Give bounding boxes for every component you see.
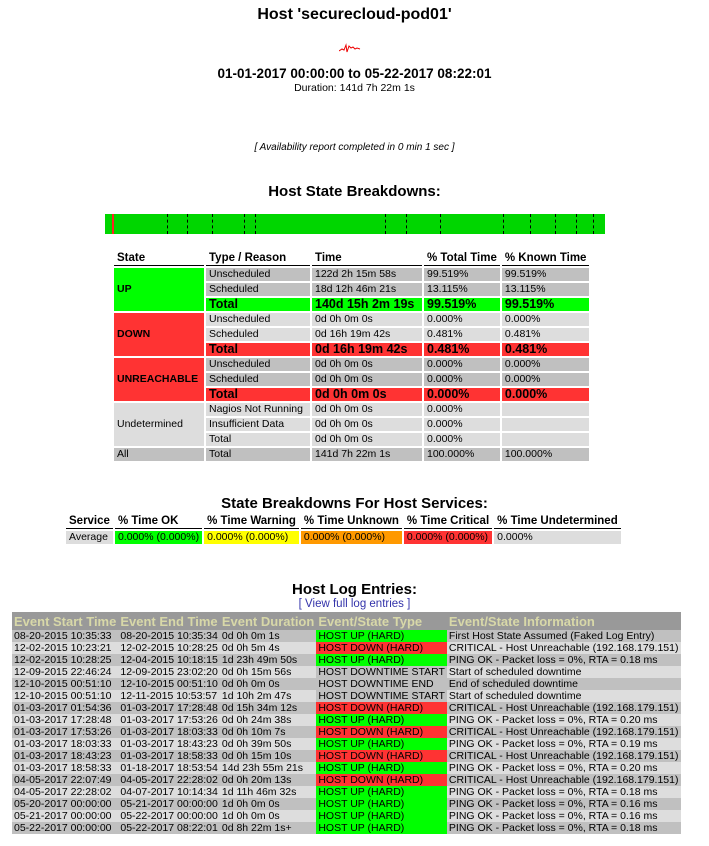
event-start-cell: 12-02-2015 10:28:25	[12, 654, 118, 666]
log-row	[12, 774, 681, 786]
event-duration-cell: 0d 15h 34m 12s	[220, 702, 316, 714]
type-cell: Total	[206, 433, 310, 446]
event-duration-cell: 14d 23h 55m 21s	[220, 762, 316, 774]
event-end-cell: 12-09-2015 23:02:20	[120, 666, 218, 678]
event-duration-cell: 1d 23h 49m 50s	[220, 654, 316, 666]
log-row	[12, 798, 681, 810]
report-date-range: 01-01-2017 00:00:00 to 05-22-2017 08:22:01	[217, 66, 492, 81]
table-row-average	[66, 531, 621, 544]
event-end-cell: 04-07-2017 10:14:34	[120, 786, 218, 798]
log-row	[12, 654, 681, 666]
timeline-tick	[212, 214, 213, 234]
event-start-cell: 01-03-2017 18:03:33	[12, 738, 118, 750]
event-start-cell: 12-10-2015 00:51:10	[12, 690, 118, 702]
known-pct-cell: 0.000%	[502, 358, 590, 371]
timeline-tick	[385, 214, 386, 234]
known-pct-cell: 0.481%	[502, 328, 590, 341]
timeline-tick	[244, 214, 245, 234]
known-pct-cell: 100.000%	[502, 448, 590, 461]
event-info-cell: First Host State Assumed (Faked Log Entry)	[447, 630, 681, 642]
col-header-service: Service	[66, 515, 113, 529]
event-end-cell: 01-03-2017 18:03:33	[120, 726, 218, 738]
timeline-tick	[187, 214, 188, 234]
event-info-cell: CRITICAL - Host Unreachable (192.168.179.151)	[447, 750, 681, 762]
event-duration-cell: 1d 10h 2m 47s	[220, 690, 316, 702]
table-row	[114, 313, 589, 326]
event-type-cell: HOST UP (HARD)	[316, 762, 447, 774]
type-cell: Unscheduled	[206, 358, 310, 371]
service-average-label: Average	[66, 531, 113, 544]
event-type-cell: HOST DOWN (HARD)	[316, 750, 447, 762]
event-type-cell: HOST UP (HARD)	[316, 738, 447, 750]
host-state-breakdown-table	[112, 250, 591, 463]
event-end-cell: 05-21-2017 00:00:00	[120, 798, 218, 810]
known-pct-cell: 99.519%	[502, 268, 590, 281]
event-type-cell: HOST DOWN (HARD)	[316, 726, 447, 738]
event-type-cell: HOST DOWNTIME START	[318, 666, 445, 678]
time-cell: 122d 2h 15m 58s	[312, 268, 422, 281]
known-pct-cell: 99.519%	[502, 298, 590, 311]
log-row	[12, 690, 681, 702]
known-pct-cell: 13.115%	[502, 283, 590, 296]
time-cell: 0d 16h 19m 42s	[312, 343, 422, 356]
type-cell: Total	[206, 343, 310, 356]
event-end-cell: 12-11-2015 10:53:57	[118, 690, 220, 702]
known-pct-cell	[502, 418, 590, 431]
time-cell: 18d 12h 46m 21s	[312, 283, 422, 296]
event-start-cell: 05-22-2017 00:00:00	[12, 822, 118, 834]
col-header-event-info: Event/State Information	[447, 612, 681, 630]
event-duration-cell: 0d 0h 0m 0s	[220, 678, 316, 690]
event-end-cell: 01-03-2017 18:43:23	[120, 738, 218, 750]
view-full-log-container	[0, 598, 709, 610]
time-cell: 0d 16h 19m 42s	[312, 328, 422, 341]
event-end-cell: 01-03-2017 17:53:26	[120, 714, 218, 726]
type-cell: Total	[206, 448, 310, 461]
timeline-tick	[593, 214, 594, 234]
event-type-cell: HOST UP (HARD)	[316, 630, 447, 642]
event-type-cell: HOST UP (HARD)	[316, 786, 447, 798]
event-type-cell: HOST DOWN (HARD)	[316, 702, 447, 714]
total-pct-cell: 0.000%	[424, 388, 500, 401]
event-duration-cell: 1d 0h 0m 0s	[220, 798, 316, 810]
event-info-cell: CRITICAL - Host Unreachable (192.168.179.151)	[447, 702, 681, 714]
total-pct-cell: 0.000%	[424, 418, 500, 431]
event-duration-cell: 1d 11h 46m 32s	[220, 786, 316, 798]
event-info-cell: CRITICAL - Host Unreachable (192.168.179.151)	[447, 642, 681, 654]
event-duration-cell: 0d 0h 39m 50s	[220, 738, 316, 750]
event-type-cell: HOST DOWNTIME START	[318, 690, 445, 702]
col-header-time: Time	[312, 252, 422, 266]
log-row	[12, 786, 681, 798]
type-cell: Insufficient Data	[206, 418, 310, 431]
col-header-event-end: Event End Time	[118, 612, 220, 630]
event-end-cell: 05-22-2017 08:22:01	[120, 822, 218, 834]
table-header-row	[114, 252, 589, 266]
known-pct-cell: 0.000%	[502, 388, 590, 401]
event-end-cell: 12-04-2015 10:18:15	[120, 654, 218, 666]
total-pct-cell: 99.519%	[424, 298, 500, 311]
event-type-cell: HOST UP (HARD)	[316, 654, 447, 666]
time-cell: 0d 0h 0m 0s	[312, 373, 422, 386]
time-cell: 0d 0h 0m 0s	[312, 403, 422, 416]
report-completion-note: [ Availability report completed in 0 min 1 sec ]	[254, 142, 455, 153]
event-end-cell: 01-03-2017 18:58:33	[120, 750, 218, 762]
event-info-cell: PING OK - Packet loss = 0%, RTA = 0.19 ms	[447, 738, 681, 750]
known-pct-cell: 0.000%	[502, 373, 590, 386]
table-row	[114, 403, 589, 416]
time-critical-cell: 0.000% (0.000%)	[404, 531, 492, 544]
table-row	[114, 268, 589, 281]
col-header-time-ok: % Time OK	[115, 515, 202, 529]
log-row	[12, 630, 681, 642]
event-info-cell: PING OK - Packet loss = 0%, RTA = 0.20 ms	[447, 714, 681, 726]
timeline-tick	[503, 214, 504, 234]
col-header-state: State	[114, 252, 204, 266]
event-duration-cell: 0d 0h 10m 7s	[220, 726, 316, 738]
col-header-time-undetermined: % Time Undetermined	[494, 515, 621, 529]
service-breakdowns-title: State Breakdowns For Host Services:	[221, 495, 488, 512]
event-type-cell: HOST UP (HARD)	[316, 822, 447, 834]
event-type-cell: HOST DOWN (HARD)	[316, 774, 447, 786]
type-cell: Total	[206, 388, 310, 401]
log-row	[12, 738, 681, 750]
host-state-breakdowns-title: Host State Breakdowns:	[268, 183, 441, 200]
col-header-total-time: % Total Time	[424, 252, 500, 266]
type-cell: Scheduled	[206, 373, 310, 386]
type-cell: Scheduled	[206, 328, 310, 341]
timeline-tick	[440, 214, 441, 234]
view-full-log-link[interactable]: [ View full log entries ]	[298, 598, 411, 610]
type-cell: Unscheduled	[206, 268, 310, 281]
log-row	[12, 666, 681, 678]
event-start-cell: 01-03-2017 18:43:23	[12, 750, 118, 762]
event-duration-cell: 0d 0h 15m 10s	[220, 750, 316, 762]
type-cell: Unscheduled	[206, 313, 310, 326]
time-unknown-cell: 0.000% (0.000%)	[301, 531, 402, 544]
event-info-cell: Start of scheduled downtime	[447, 666, 681, 678]
event-start-cell: 12-02-2015 10:23:21	[12, 642, 118, 654]
col-header-time-critical: % Time Critical	[404, 515, 492, 529]
log-row	[12, 702, 681, 714]
availability-timeline-bar[interactable]	[105, 214, 605, 234]
event-start-cell: 08-20-2015 10:35:33	[12, 630, 118, 642]
event-type-cell: HOST DOWN (HARD)	[316, 642, 447, 654]
event-end-cell: 05-22-2017 00:00:00	[120, 810, 218, 822]
event-end-cell: 12-02-2015 10:28:25	[120, 642, 218, 654]
event-info-cell: PING OK - Packet loss = 0%, RTA = 0.16 ms	[447, 798, 681, 810]
total-pct-cell: 0.000%	[424, 358, 500, 371]
total-pct-cell: 13.115%	[424, 283, 500, 296]
table-header-row	[12, 612, 681, 630]
event-start-cell: 01-03-2017 18:58:33	[12, 762, 118, 774]
event-duration-cell: 0d 0h 0m 1s	[220, 630, 316, 642]
event-start-cell: 04-05-2017 22:28:02	[12, 786, 118, 798]
event-start-cell: 05-20-2017 00:00:00	[12, 798, 118, 810]
col-header-event-duration: Event Duration	[221, 613, 315, 629]
timeline-tick	[255, 214, 256, 234]
event-end-cell: 04-05-2017 22:28:02	[120, 774, 218, 786]
time-ok-cell: 0.000% (0.000%)	[115, 531, 202, 544]
total-pct-cell: 99.519%	[424, 268, 500, 281]
total-pct-cell: 100.000%	[424, 448, 500, 461]
event-type-cell: HOST UP (HARD)	[316, 810, 447, 822]
known-pct-cell: 0.481%	[502, 343, 590, 356]
event-start-cell: 05-21-2017 00:00:00	[12, 810, 118, 822]
event-info-cell: PING OK - Packet loss = 0%, RTA = 0.18 ms	[447, 822, 681, 834]
total-pct-cell: 0.000%	[424, 403, 500, 416]
total-pct-cell: 0.000%	[424, 433, 500, 446]
time-undetermined-cell: 0.000%	[494, 531, 621, 544]
total-pct-cell: 0.481%	[424, 328, 500, 341]
col-header-known-time: % Known Time	[502, 252, 590, 266]
type-cell: Scheduled	[206, 283, 310, 296]
total-pct-cell: 0.481%	[424, 343, 500, 356]
event-type-cell: HOST UP (HARD)	[316, 714, 447, 726]
col-header-time-unknown: % Time Unknown	[301, 515, 402, 529]
log-row	[12, 714, 681, 726]
type-cell: Nagios Not Running	[206, 403, 310, 416]
time-cell: 0d 0h 0m 0s	[312, 313, 422, 326]
col-header-event-type: Event/State Type	[316, 612, 447, 630]
event-duration-cell: 0d 0h 24m 38s	[220, 714, 316, 726]
state-label-all: All	[114, 448, 204, 461]
event-info-cell: Start of scheduled downtime	[447, 690, 681, 702]
known-pct-cell: 0.000%	[502, 313, 590, 326]
event-info-cell: PING OK - Packet loss = 0%, RTA = 0.16 ms	[447, 810, 681, 822]
log-row	[12, 810, 681, 822]
event-info-cell: PING OK - Packet loss = 0%, RTA = 0.20 ms	[447, 762, 681, 774]
page-title: Host 'securecloud-pod01'	[257, 6, 452, 23]
event-end-cell: 01-03-2017 17:28:48	[120, 702, 218, 714]
state-label-down: DOWN	[114, 313, 204, 356]
event-start-cell: 01-03-2017 17:28:48	[12, 714, 118, 726]
state-label-unreachable: UNREACHABLE	[114, 358, 204, 401]
event-info-cell: PING OK - Packet loss = 0%, RTA = 0.18 ms	[447, 654, 681, 666]
table-row	[114, 358, 589, 371]
log-row	[12, 762, 681, 774]
known-pct-cell	[502, 403, 590, 416]
event-info-cell: PING OK - Packet loss = 0%, RTA = 0.18 ms	[447, 786, 681, 798]
event-type-cell: HOST DOWNTIME END	[316, 678, 447, 690]
event-duration-cell: 0d 8h 22m 1s+	[220, 822, 316, 834]
event-duration-cell: 0d 0h 20m 13s	[220, 774, 316, 786]
log-row	[12, 750, 681, 762]
host-log-table	[12, 612, 681, 834]
log-row	[12, 642, 681, 654]
event-start-cell: 12-10-2015 00:51:10	[12, 678, 118, 690]
timeline-tick	[530, 214, 531, 234]
event-duration-cell: 0d 0h 15m 56s	[220, 666, 316, 678]
time-cell: 0d 0h 0m 0s	[312, 418, 422, 431]
timeline-tick	[167, 214, 168, 234]
event-duration-cell: 1d 0h 0m 0s	[220, 810, 316, 822]
event-end-cell: 01-18-2017 18:53:54	[120, 762, 218, 774]
timeline-tick	[576, 214, 577, 234]
time-cell: 140d 15h 2m 19s	[312, 298, 422, 311]
event-end-cell: 08-20-2015 10:35:34	[120, 630, 218, 642]
state-label-up: UP	[114, 268, 204, 311]
event-start-cell: 01-03-2017 17:53:26	[12, 726, 118, 738]
event-type-cell: HOST UP (HARD)	[316, 798, 447, 810]
state-label-undetermined: Undetermined	[114, 403, 204, 446]
table-row-all	[114, 448, 589, 461]
time-cell: 141d 7h 22m 1s	[312, 448, 422, 461]
event-start-cell: 04-05-2017 22:07:49	[12, 774, 118, 786]
col-header-type: Type / Reason	[206, 252, 310, 266]
time-cell: 0d 0h 0m 0s	[312, 433, 422, 446]
col-header-time-warning: % Time Warning	[204, 515, 299, 529]
time-warning-cell: 0.000% (0.000%)	[204, 531, 299, 544]
type-cell: Total	[206, 298, 310, 311]
table-header-row	[66, 515, 621, 529]
service-breakdown-table	[64, 513, 623, 546]
event-end-cell: 12-10-2015 00:51:10	[120, 678, 218, 690]
log-row	[12, 678, 681, 690]
timeline-tick	[555, 214, 556, 234]
col-header-event-start: Event Start Time	[14, 613, 117, 629]
known-pct-cell	[502, 433, 590, 446]
event-start-cell: 12-09-2015 22:46:24	[12, 666, 118, 678]
time-cell: 0d 0h 0m 0s	[312, 358, 422, 371]
total-pct-cell: 0.000%	[424, 373, 500, 386]
trend-sparkline-icon[interactable]	[339, 42, 361, 54]
host-log-entries-title: Host Log Entries:	[291, 581, 417, 598]
time-cell: 0d 0h 0m 0s	[312, 388, 422, 401]
log-row	[12, 726, 681, 738]
event-info-cell: End of scheduled downtime	[447, 678, 681, 690]
timeline-tick	[406, 214, 407, 234]
event-duration-cell: 0d 0h 5m 4s	[220, 642, 316, 654]
event-info-cell: CRITICAL - Host Unreachable (192.168.179.151)	[447, 774, 681, 786]
log-row	[12, 822, 681, 834]
event-info-cell: CRITICAL - Host Unreachable (192.168.179.151)	[447, 726, 681, 738]
timeline-down-segment	[112, 214, 114, 234]
event-start-cell: 01-03-2017 01:54:36	[12, 702, 118, 714]
total-pct-cell: 0.000%	[424, 313, 500, 326]
report-duration: Duration: 141d 7h 22m 1s	[294, 82, 415, 94]
